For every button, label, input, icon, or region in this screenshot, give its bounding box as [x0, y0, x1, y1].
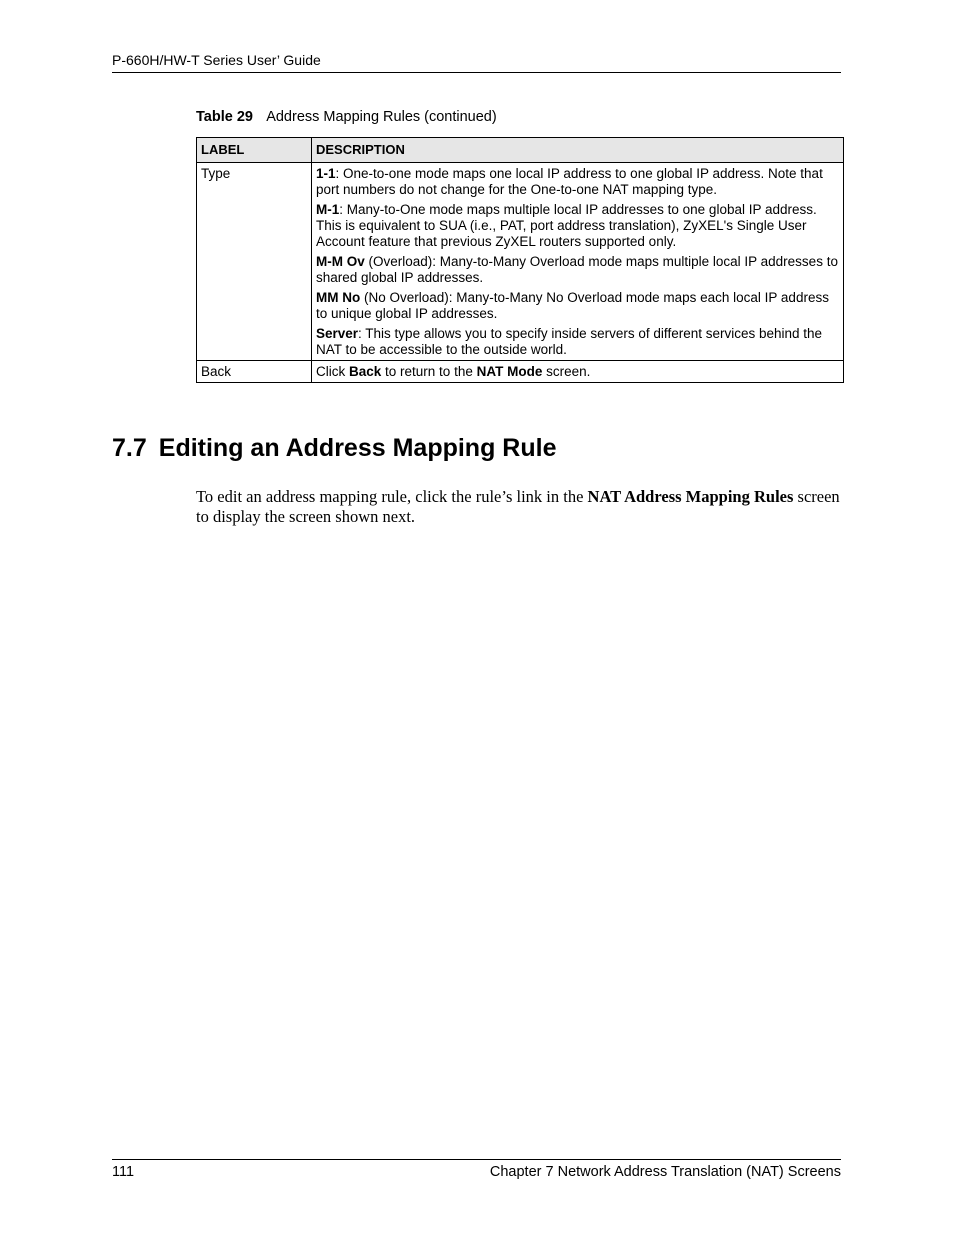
option-text: : This type allows you to specify inside servers of different services behind the NAT to be accessible to the outside world. [316, 326, 823, 357]
table-row [197, 361, 844, 383]
guide-title: P-660H/HW-T Series User’ Guide [112, 52, 321, 68]
option-name: M-1 [316, 202, 340, 217]
table-number: Table 29 [196, 109, 253, 125]
table-caption [196, 108, 497, 126]
option-text: (Overload): Many-to-Many Overload mode maps multiple local IP addresses to shared global IP addresses. [316, 254, 838, 285]
option-name: M-M Ov [316, 254, 365, 269]
page-footer [112, 1159, 841, 1181]
paragraph-text: screen to display the screen shown next. [196, 487, 840, 526]
option-text: : One-to-one mode maps one local IP address to one global IP address. Note that port numbers do not change for the One-to-one NAT mapping type. [316, 166, 823, 197]
row-label: Type [197, 163, 312, 361]
type-option-m-1 [316, 202, 839, 250]
option-name: 1-1 [316, 166, 336, 181]
desc-bold: Back [349, 364, 382, 379]
paragraph-text: To edit an address mapping rule, click the rule’s link in the [196, 487, 588, 506]
option-name: MM No [316, 290, 361, 305]
option-name: Server [316, 326, 359, 341]
type-option-server [316, 326, 839, 358]
address-mapping-rules-table [196, 137, 844, 383]
row-description [312, 361, 844, 383]
page-header [112, 52, 841, 73]
type-option-mm-no [316, 290, 839, 322]
table-title: Address Mapping Rules (continued) [266, 109, 497, 125]
type-option-m-m-ov [316, 254, 839, 286]
chapter-title: Chapter 7 Network Address Translation (NAT) Screens [489, 1164, 841, 1180]
desc-bold: NAT Mode [476, 364, 543, 379]
table-header-row [197, 138, 844, 163]
paragraph-bold: NAT Address Mapping Rules [587, 487, 794, 506]
row-label: Back [197, 361, 312, 383]
desc-text: screen. [542, 364, 591, 379]
option-text: : Many-to-One mode maps multiple local IP addresses to one global IP address. This is equivalent to SUA (i.e., PAT, port address translation), ZyXEL's Single User Account feature that previous ZyXEL routers supported only. [316, 202, 817, 249]
section-paragraph [196, 487, 841, 527]
table-row [197, 163, 844, 361]
desc-text: Click [316, 364, 349, 379]
desc-text: to return to the [381, 364, 477, 379]
type-option-1-1 [316, 166, 839, 198]
page-number: 111 [112, 1164, 135, 1180]
section-heading [112, 432, 556, 464]
column-header-description: DESCRIPTION [312, 138, 844, 163]
row-description [312, 163, 844, 361]
section-title: Editing an Address Mapping Rule [158, 434, 557, 462]
option-text: (No Overload): Many-to-Many No Overload mode maps each local IP address to unique global IP addresses. [316, 290, 829, 321]
section-number: 7.7 [112, 434, 147, 462]
column-header-label: LABEL [197, 138, 312, 163]
